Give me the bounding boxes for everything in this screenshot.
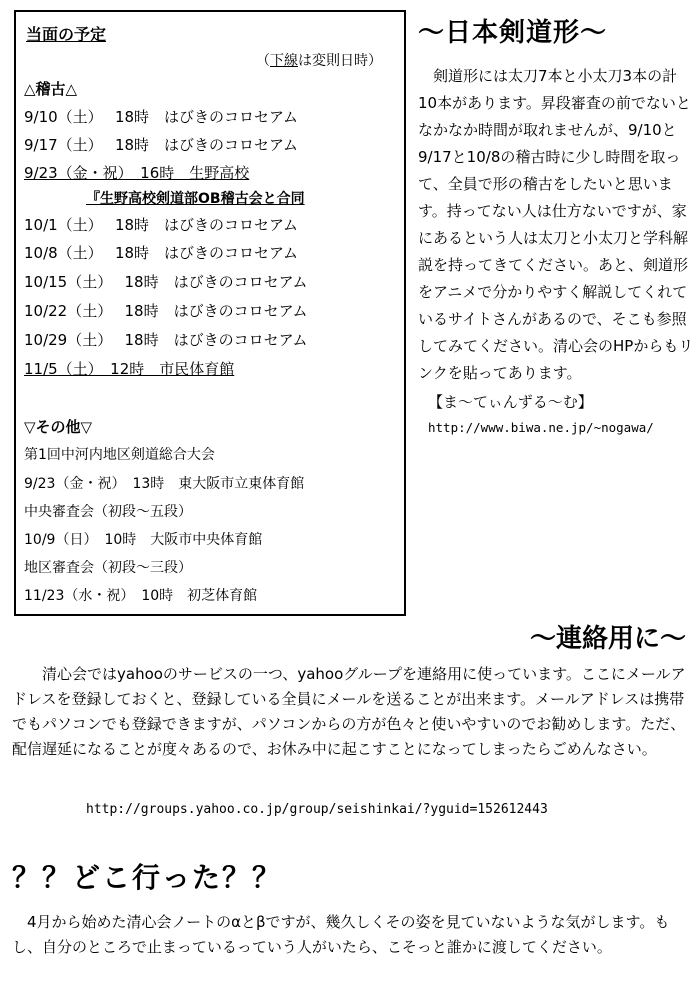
schedule-heading: 当面の予定 <box>26 25 107 44</box>
practice-row: 10/15（土） 18時 はびきのコロセアム <box>24 273 308 291</box>
practice-sub-note: 『生野高校剣道部OB稽古会と合同 <box>86 191 305 207</box>
practice-row: 11/5（土） 12時 市民体育館 <box>24 360 235 378</box>
contact-body: 清心会ではyahooのサービスの一つ、yahooグループを連絡用に使っています。ここにメールアドレスを登録しておくと、登録している全員にメールを送ることが出来ます。メールアドレスは携帯でもパソコンでも登録できますが、パソコンからの方が色々と使いやすいのでお勧めします。ただ、配信遅延になることが度々あるので、お休み中に起こすことになってしまったらごめんなさい。 <box>12 665 686 758</box>
kendo-kata-signature: 【ま～てぃんずる～む】 <box>428 393 593 411</box>
practice-row: 10/1（土） 18時 はびきのコロセアム <box>24 216 298 234</box>
kendo-kata-title: ～日本剣道形～ <box>418 18 608 48</box>
contact-title: ～連絡用に～ <box>529 624 686 654</box>
other-row: 第1回中河内地区剣道総合大会 <box>24 447 215 463</box>
contact-link[interactable]: http://groups.yahoo.co.jp/group/seishinkai/?yguid=152612443 <box>86 802 548 817</box>
other-row: 9/23（金・祝） 13時 東大阪市立東体育館 <box>24 476 305 492</box>
other-row: 中央審査会（初段～五段） <box>24 504 192 520</box>
kendo-kata-link[interactable]: http://www.biwa.ne.jp/~nogawa/ <box>428 420 654 435</box>
practice-row: 10/29（土） 18時 はびきのコロセアム <box>24 331 308 349</box>
other-header: ▽その他▽ <box>24 418 93 436</box>
practice-row: 9/23（金・祝） 16時 生野高校 <box>24 164 250 182</box>
practice-row: 10/22（土） 18時 はびきのコロセアム <box>24 302 308 320</box>
practice-row: 10/8（土） 18時 はびきのコロセアム <box>24 244 298 262</box>
schedule-note: （下線は変則日時） <box>256 53 382 69</box>
schedule-note-underlined: 下線 <box>270 53 298 69</box>
practice-header: △稽古△ <box>24 80 78 98</box>
kendo-kata-body: 剣道形には太刀7本と小太刀3本の計10本があります。昇段審査の前でないとなかなか時間が取れませんが、9/10と9/17と10/8の稽古時に少し時間を取って、全員で形の稽古をしたいと思います。持ってない人は仕方ないですが、家にあるという人は太刀と小太刀と学科解説を持ってきてください。あと、剣道形をアニメで分かりやすく解説してくれているサイトさんがあるので、そこも参照してみてください。清心会のHPからもリンクを貼ってあります。 <box>418 67 694 382</box>
practice-row: 9/17（土） 18時 はびきのコロセアム <box>24 136 298 154</box>
other-row: 11/23（水・祝） 10時 初芝体育館 <box>24 588 258 604</box>
missing-title: ？？どこ行った？？ <box>12 861 283 894</box>
kendo-kata-section <box>418 12 694 435</box>
practice-row: 9/10（土） 18時 はびきのコロセアム <box>24 108 298 126</box>
other-row: 地区審査会（初段～三段） <box>24 560 192 576</box>
schedule-box <box>14 10 406 616</box>
other-row: 10/9（日） 10時 大阪市中央体育館 <box>24 532 263 548</box>
missing-body: 4月から始めた清心会ノートのαとβですが、幾久しくその姿を見ていないような気がします。もし、自分のところで止まっているっていう人がいたら、こそっと誰かに渡してください。 <box>12 913 670 956</box>
